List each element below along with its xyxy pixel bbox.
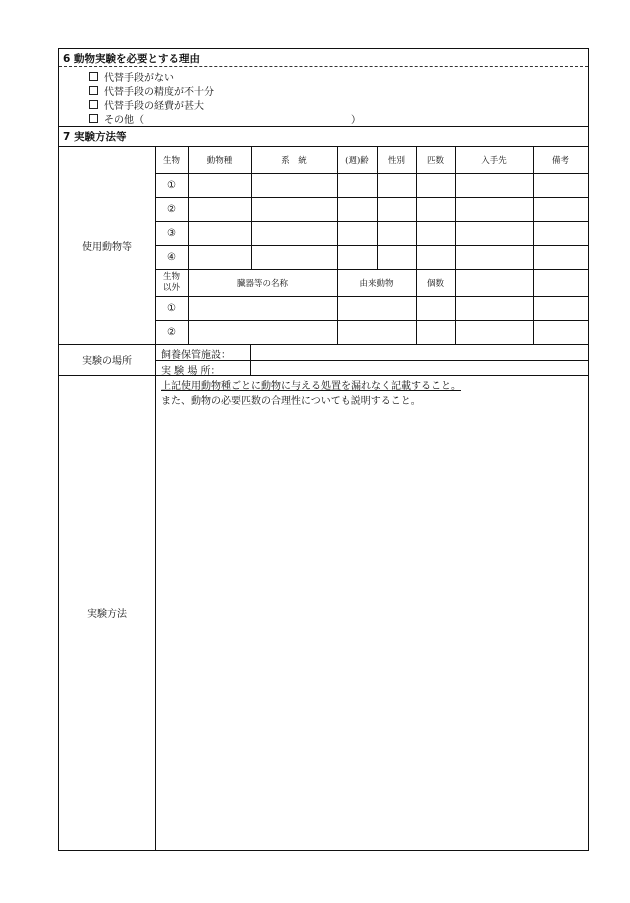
col-sex: 性別: [387, 155, 405, 166]
checkbox-icon[interactable]: [89, 100, 98, 109]
facility-field[interactable]: [251, 345, 587, 359]
grid-line: [155, 320, 588, 321]
reason-option-other[interactable]: その他（: [89, 111, 144, 126]
non-organism-row-mark-2: ②: [167, 326, 176, 338]
reason-option-2[interactable]: 代替手段の精度が不十分: [89, 83, 214, 98]
grid-line: [416, 146, 417, 344]
section-7-heading: 7 実験方法等: [63, 131, 127, 143]
grid-line: [155, 245, 588, 246]
checkbox-icon[interactable]: [89, 114, 98, 123]
animals-label: 使用動物等: [82, 241, 132, 253]
method-text-area[interactable]: [157, 409, 587, 849]
col-origin-animal: 由来動物: [359, 278, 394, 289]
col-count: 匹数: [426, 155, 444, 166]
other-close-paren: ）: [351, 115, 361, 126]
non-organism-row-mark-1: ①: [167, 302, 176, 314]
form-sheet: [58, 48, 589, 851]
col-source: 入手先: [481, 155, 507, 166]
grid-line: [155, 221, 588, 222]
col-strain: 系 統: [281, 155, 307, 166]
section-6-heading: 6 動物実験を必要とする理由: [63, 53, 200, 65]
lab-location-label: 実 験 場 所：: [161, 366, 221, 377]
col-organism: 生物: [162, 155, 180, 166]
non-organism-label: 生物 以外: [162, 271, 180, 293]
lab-location-field[interactable]: [251, 361, 587, 374]
section-6-divider: [59, 66, 588, 67]
section-divider: [59, 126, 588, 127]
method-instruction-2: また、動物の必要匹数の合理性についても説明すること。: [161, 396, 421, 407]
grid-line: [155, 296, 588, 297]
grid-line: [455, 146, 456, 344]
grid-line: [337, 146, 338, 344]
facility-label: 飼養保管施設：: [161, 350, 231, 361]
col-remarks: 備考: [551, 155, 569, 166]
grid-line: [188, 146, 189, 344]
grid-line: [155, 173, 588, 174]
col-age: (週)齢: [345, 155, 369, 166]
row-mark-4: ④: [167, 251, 176, 263]
col-organ-name: 臓器等の名称: [236, 278, 288, 289]
row-mark-3: ③: [167, 227, 176, 239]
reason-option-3[interactable]: 代替手段の経費が甚大: [89, 97, 204, 112]
place-label: 実験の場所: [82, 356, 132, 367]
checkbox-icon[interactable]: [89, 86, 98, 95]
row-mark-1: ①: [167, 179, 176, 191]
grid-line: [155, 197, 588, 198]
reason-option-1[interactable]: 代替手段がない: [89, 69, 174, 84]
method-label: 実験方法: [87, 609, 127, 620]
checkbox-icon[interactable]: [89, 72, 98, 81]
col-quantity: 個数: [426, 278, 444, 289]
method-instruction-1: 上記使用動物種ごとに動物に与える処置を漏れなく記載すること。: [161, 381, 461, 392]
col-species: 動物種: [206, 155, 233, 166]
grid-line: [533, 146, 534, 344]
row-mark-2: ②: [167, 203, 176, 215]
